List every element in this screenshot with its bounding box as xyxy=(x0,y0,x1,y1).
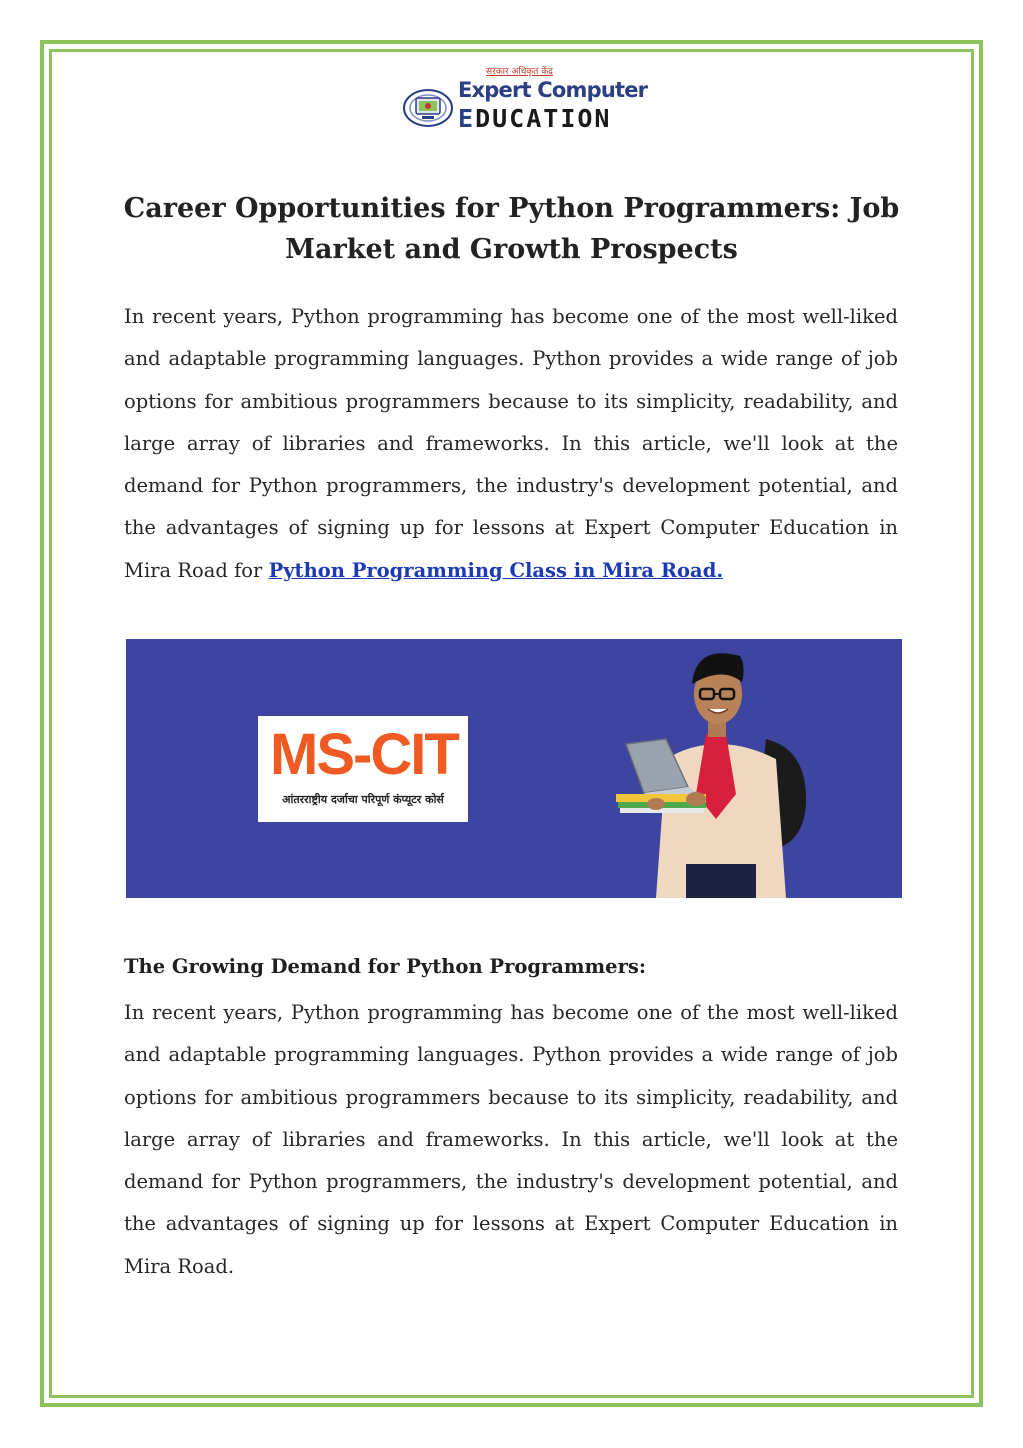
logo-tagline: सरकार अधिकृत केंद्र xyxy=(486,67,553,77)
logo-emblem-icon xyxy=(402,82,454,130)
logo-education-word: EDUCATION xyxy=(458,104,612,133)
mscit-logo-box xyxy=(258,716,468,822)
logo-brand-name: Expert Computer xyxy=(458,78,648,102)
intro-text: In recent years, Python programming has become one of the most well-liked and adaptable programming languages. Python provides a wide range of job options for ambitious programmers because to its simplicity, readability, and large array of libraries and frameworks. In this article, we'll look at the demand for Python programmers, the industry's development potential, and the advantages of signing up for lessons at Expert Computer Education in Mira Road for xyxy=(124,305,898,582)
section-heading: The Growing Demand for Python Programmers: xyxy=(124,955,647,978)
mscit-logo-text: MS-CIT xyxy=(270,722,458,787)
intro-paragraph xyxy=(124,296,898,592)
expert-computer-logo xyxy=(402,60,648,136)
mscit-logo-subtitle: आंतरराष्ट्रीय दर्जाचा परिपूर्ण कंप्यूटर कोर्स xyxy=(282,793,444,806)
section-paragraph: In recent years, Python programming has become one of the most well-liked and adaptable programming languages. Python provides a wide range of job options for ambitious programmers because to its simplicity, readability, and large array of libraries and frameworks. In this article, we'll look at the demand for Python programmers, the industry's development potential, and the advantages of signing up for lessons at Expert Computer Education in Mira Road. xyxy=(124,1001,898,1278)
student-with-laptop-illustration xyxy=(596,639,826,898)
python-class-link[interactable]: Python Programming Class in Mira Road. xyxy=(268,558,724,582)
mscit-banner-image xyxy=(126,639,902,898)
page-title: Career Opportunities for Python Programmers: Job Market and Growth Prospects xyxy=(123,193,900,265)
